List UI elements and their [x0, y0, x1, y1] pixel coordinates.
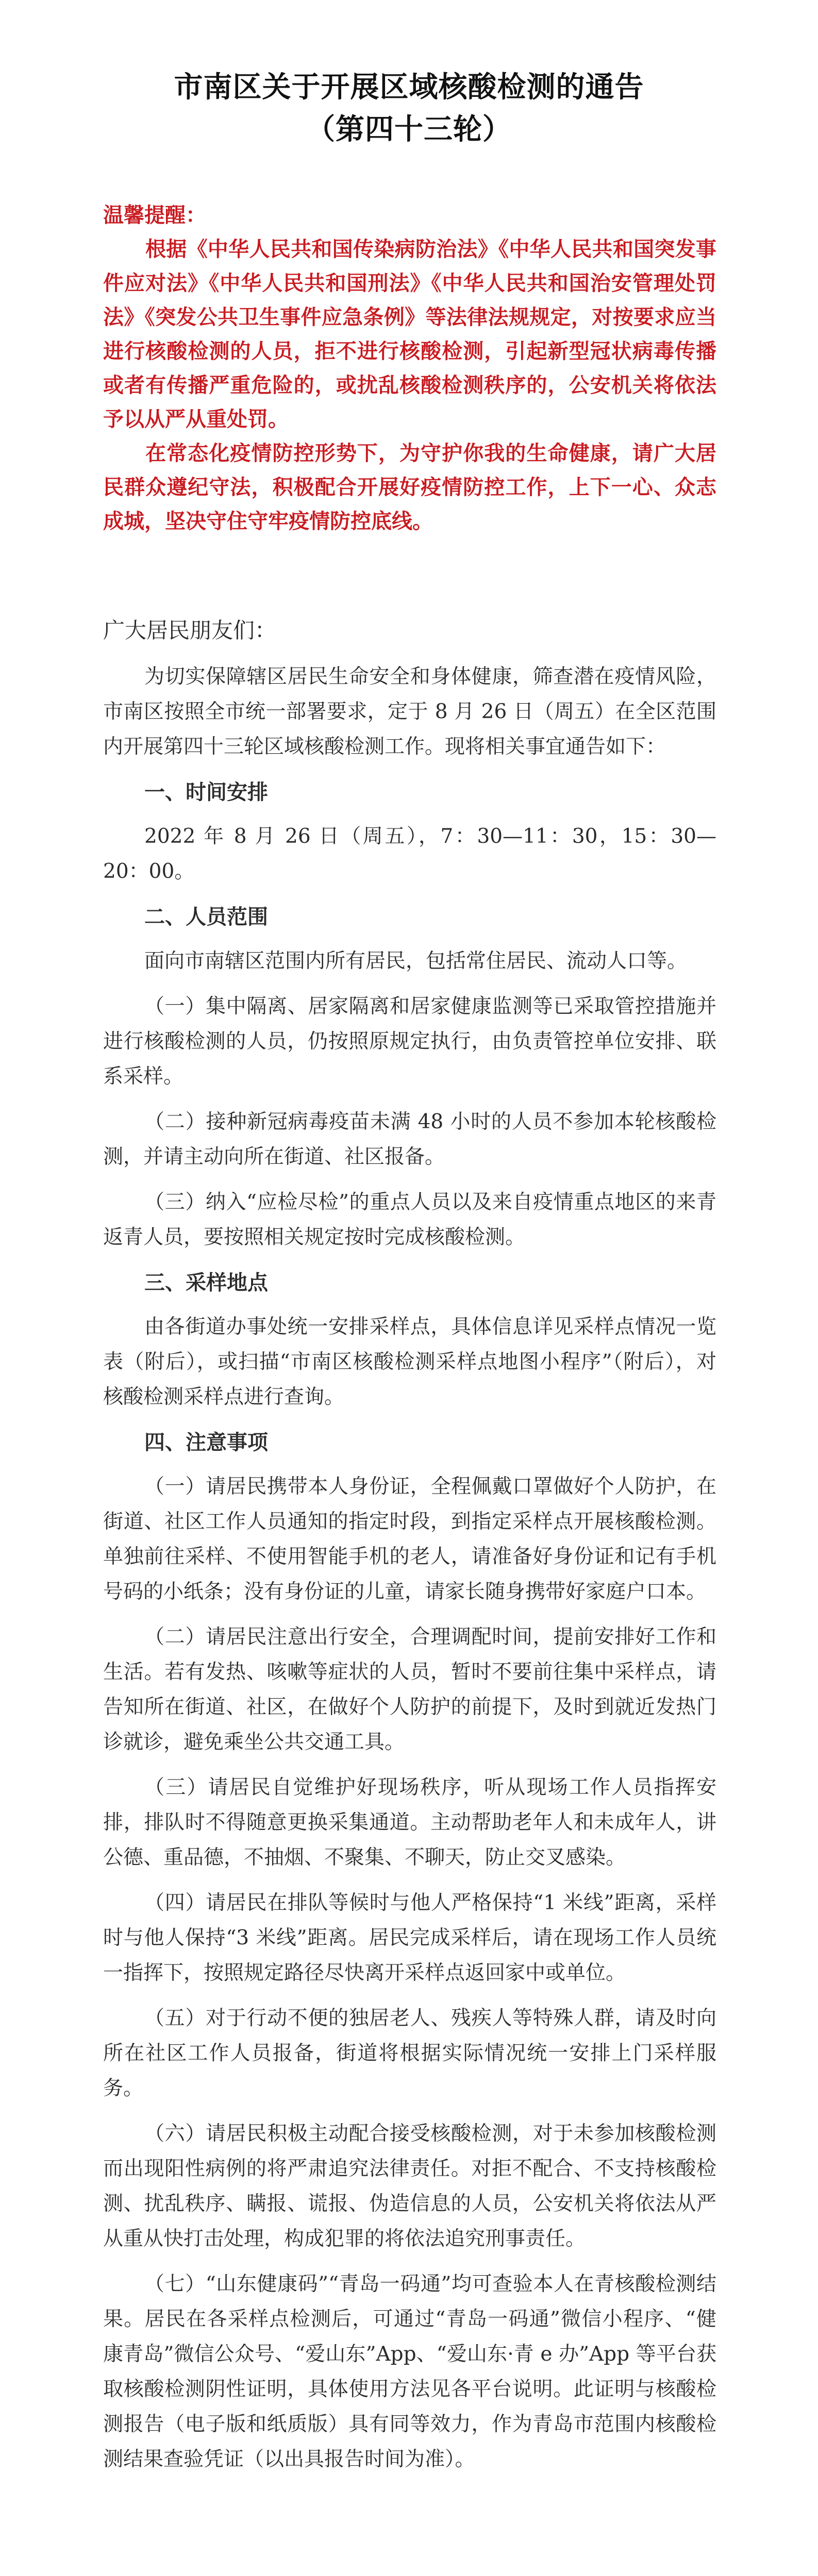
notice-body — [103, 613, 716, 2487]
warm-reminder-section — [103, 198, 716, 538]
section-heading-scope: 二、人员范围 — [144, 905, 268, 929]
section-heading-location: 三、采样地点 — [144, 1271, 268, 1295]
time-schedule-text: 2022 年 8 月 26 日（周五），7：30—11：30，15：30—20：00。 — [103, 825, 716, 883]
intro-paragraph: 为切实保障辖区居民生命安全和身体健康，筛查潜在疫情风险，市南区按照全市统一部署要求，定于 8 月 26 日（周五）在全区范围内开展第四十三轮区域核酸检测工作。现将相关事宜通告如下： — [103, 665, 716, 758]
notes-item-6: （六）请居民积极主动配合接受核酸检测，对于未参加核酸检测而出现阳性病例的将严肃追究法律责任。对拒不配合、不支持核酸检测、扰乱秩序、瞒报、谎报、伪造信息的人员，公安机关将依法从严从重从快打击处理，构成犯罪的将依法追究刑事责任。 — [103, 2122, 716, 2250]
reminder-label: 温馨提醒： — [103, 204, 206, 227]
notes-item-2: （二）请居民注意出行安全，合理调配时间，提前安排好工作和生活。若有发热、咳嗽等症状的人员，暂时不要前往集中采样点，请告知所在街道、社区，在做好个人防护的前提下，及时到就近发热门诊就诊，避免乘坐公共交通工具。 — [103, 1625, 716, 1754]
scope-item-1: （一）集中隔离、居家隔离和居家健康监测等已采取管控措施并进行核酸检测的人员，仍按照原规定执行，由负责管控单位安排、联系采样。 — [103, 995, 716, 1088]
section-heading-notes: 四、注意事项 — [144, 1431, 268, 1454]
section-heading-time: 一、时间安排 — [144, 781, 268, 804]
scope-item-2: （二）接种新冠病毒疫苗未满 48 小时的人员不参加本轮核酸检测，并请主动向所在街道、社区报备。 — [103, 1110, 716, 1168]
page-title: 市南区关于开展区域核酸检测的通告 — [174, 71, 644, 104]
page-subtitle-round: （第四十三轮） — [306, 113, 512, 146]
notes-item-3: （三）请居民自觉维护好现场秩序，听从现场工作人员指挥安排，排队时不得随意更换采集通道。主动帮助老年人和未成年人，讲公德、重品德，不抽烟、不聚集、不聊天，防止交叉感染。 — [103, 1776, 716, 1869]
scope-intro-text: 面向市南辖区范围内所有居民，包括常住居民、流动人口等。 — [144, 950, 688, 973]
notes-item-1: （一）请居民携带本人身份证，全程佩戴口罩做好个人防护，在街道、社区工作人员通知的指定时段，到指定采样点开展核酸检测。单独前往采样、不使用智能手机的老人，请准备好身份证和记有手机号码的小纸条；没有身份证的儿童，请家长随身携带好家庭户口本。 — [103, 1475, 716, 1603]
reminder-paragraph-appeal: 在常态化疫情防控形势下，为守护你我的生命健康，请广大居民群众遵纪守法，积极配合开展好疫情防控工作，上下一心、众志成城，坚决守住守牢疫情防控底线。 — [103, 442, 716, 533]
notes-item-5: （五）对于行动不便的独居老人、残疾人等特殊人群，请及时向所在社区工作人员报备，街道将根据实际情况统一安排上门采样服务。 — [103, 2007, 716, 2100]
notes-item-4: （四）请居民在排队等候时与他人严格保持“1 米线”距离，采样时与他人保持“3 米线”距离。居民完成采样后，请在现场工作人员统一指挥下，按照规定路径尽快离开采样点返回家中或单位。 — [103, 1891, 716, 1985]
greeting: 广大居民朋友们： — [103, 618, 277, 643]
reminder-paragraph-legal: 根据《中华人民共和国传染病防治法》《中华人民共和国突发事件应对法》《中华人民共和国刑法》《中华人民共和国治安管理处罚法》《突发公共卫生事件应急条例》等法律法规规定，对按要求应当进行核酸检测的人员，拒不进行核酸检测，引起新型冠状病毒传播或者有传播严重危险的，或扰乱核酸检测秩序的，公安机关将依法予以从严从重处罚。 — [103, 238, 716, 431]
notes-item-7: （七）“山东健康码”“青岛一码通”均可查验本人在青核酸检测结果。居民在各采样点检测后，可通过“青岛一码通”微信小程序、“健康青岛”微信公众号、“爱山东”App、“爱山东·青 e 办”App 等平台获取核酸检测阴性证明，具体使用方法见各平台说明。此证明与核酸检测报告（电子版和纸质版）具有同等效力，作为青岛市范围内核酸检测结果查验凭证（以出具报告时间为准）。 — [103, 2273, 716, 2471]
scope-item-3: （三）纳入“应检尽检”的重点人员以及来自疫情重点地区的来青返青人员，要按照相关规定按时完成核酸检测。 — [103, 1191, 716, 1249]
location-text: 由各街道办事处统一安排采样点，具体信息详见采样点情况一览表（附后），或扫描“市南区核酸检测采样点地图小程序”（附后），对核酸检测采样点进行查询。 — [103, 1315, 716, 1409]
